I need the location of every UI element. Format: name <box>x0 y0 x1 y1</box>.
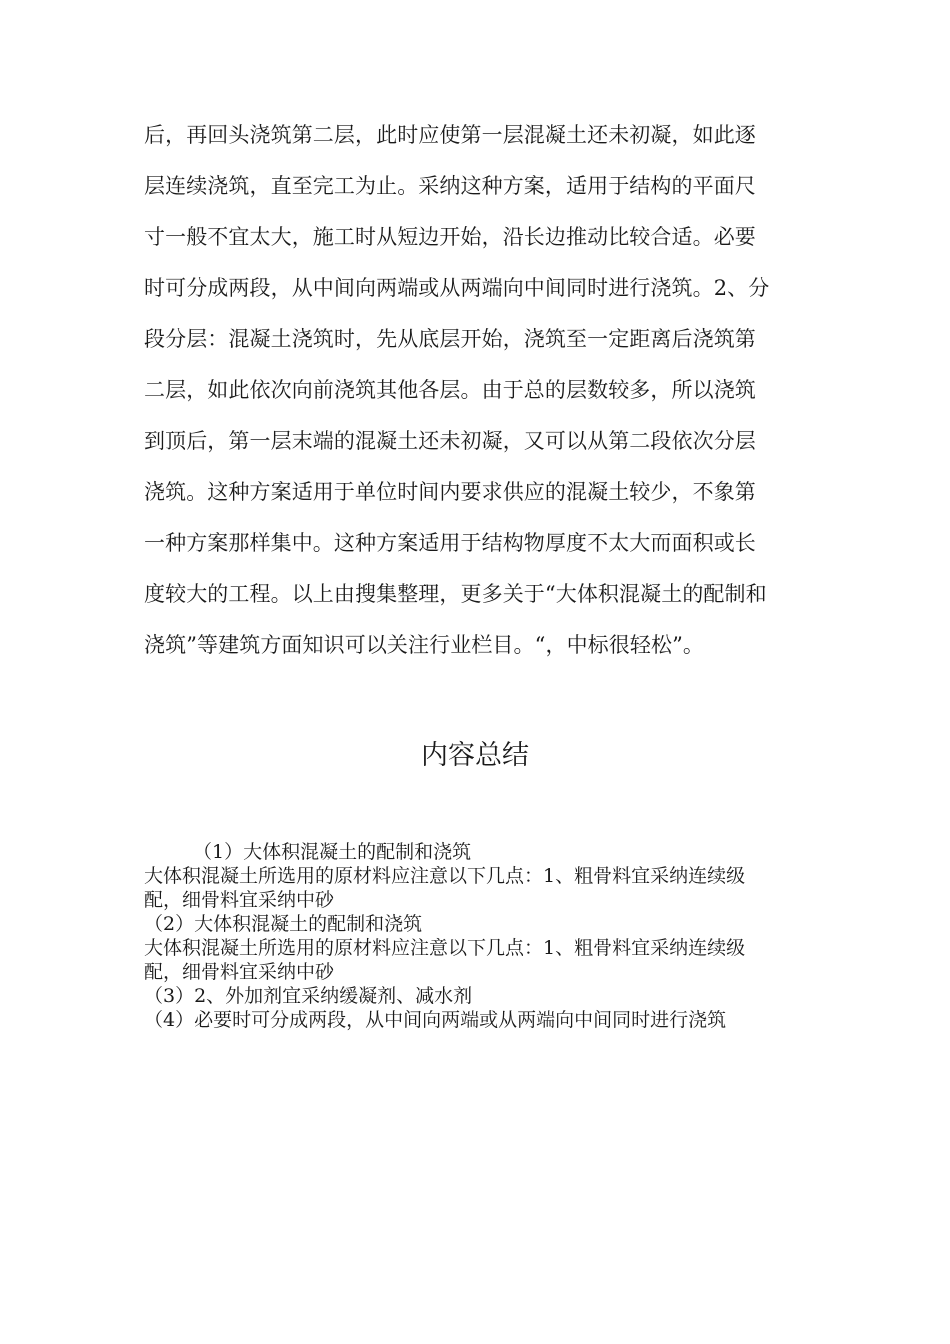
body-paragraph <box>144 110 808 671</box>
body-line: 层连续浇筑，直至完工为止。采纳这种方案，适用于结构的平面尺 <box>144 174 756 198</box>
body-line: 后，再回头浇筑第二层，此时应使第一层混凝土还未初凝，如此逐 <box>144 123 756 147</box>
summary-list <box>144 840 824 1032</box>
summary-item-text: 配，细骨料宜采纳中砂 <box>144 889 335 911</box>
summary-item-heading: （2）大体积混凝土的配制和浇筑 <box>144 913 423 935</box>
body-line: 二层，如此依次向前浇筑其他各层。由于总的层数较多，所以浇筑 <box>144 378 756 402</box>
summary-item-text: 大体积混凝土所选用的原材料应注意以下几点：1、粗骨料宜采纳连续级 <box>144 865 746 887</box>
body-line: 到顶后，第一层末端的混凝土还未初凝，又可以从第二段依次分层 <box>144 429 756 453</box>
summary-item-heading: （3）2、外加剂宜采纳缓凝剂、减水剂 <box>144 985 473 1007</box>
summary-item-text: 大体积混凝土所选用的原材料应注意以下几点：1、粗骨料宜采纳连续级 <box>144 937 746 959</box>
summary-item-heading: （4）必要时可分成两段，从中间向两端或从两端向中间同时进行浇筑 <box>144 1009 727 1031</box>
summary-item-heading: （1）大体积混凝土的配制和浇筑 <box>193 841 472 863</box>
body-line: 寸一般不宜太大，施工时从短边开始，沿长边推动比较合适。必要 <box>144 225 756 249</box>
body-line: 段分层：混凝土浇筑时，先从底层开始，浇筑至一定距离后浇筑第 <box>144 327 756 351</box>
body-line: 一种方案那样集中。这种方案适用于结构物厚度不太大而面积或长 <box>144 531 756 555</box>
summary-item-text: 配，细骨料宜采纳中砂 <box>144 961 335 983</box>
summary-title: 内容总结 <box>421 740 529 771</box>
body-line: 浇筑”等建筑方面知识可以关注行业栏目。“，中标很轻松”。 <box>144 633 705 657</box>
body-line: 度较大的工程。以上由搜集整理，更多关于“大体积混凝土的配制和 <box>144 582 767 606</box>
body-line: 浇筑。这种方案适用于单位时间内要求供应的混凝土较少，不象第 <box>144 480 756 504</box>
body-line: 时可分成两段，从中间向两端或从两端向中间同时进行浇筑。2、分 <box>144 276 770 300</box>
